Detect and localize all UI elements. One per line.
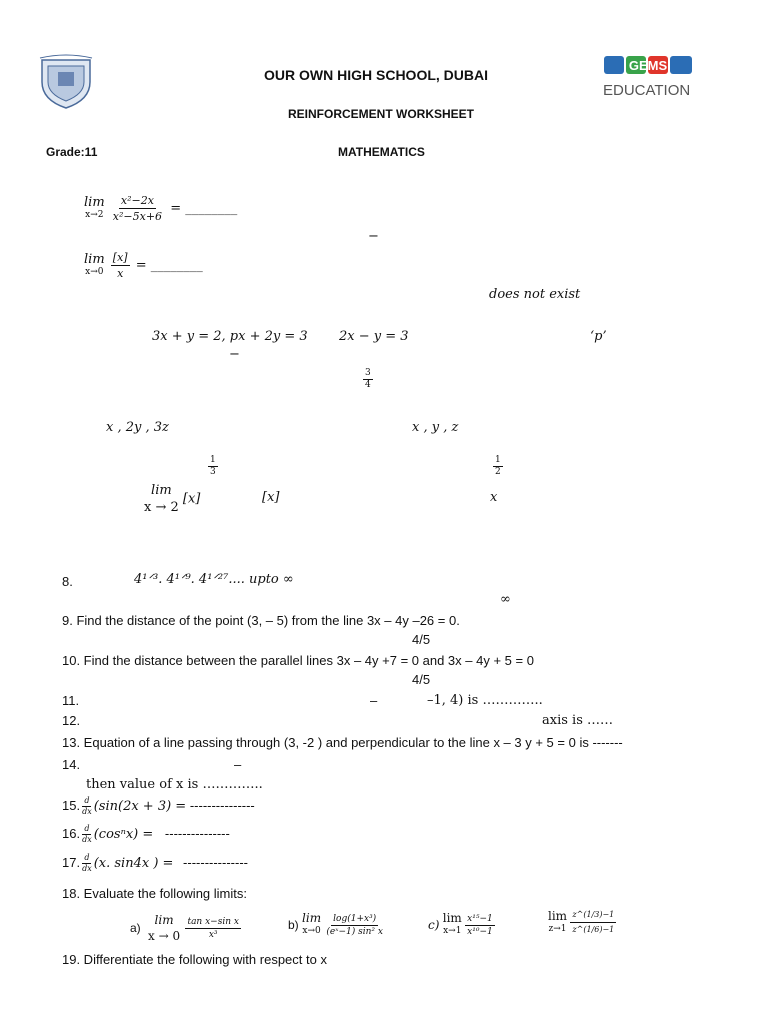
q11-dash: – bbox=[370, 693, 378, 708]
q16-blank: --------------- bbox=[164, 825, 230, 841]
does-not-exist-option: does not exist bbox=[489, 287, 581, 302]
question-10: 10. Find the distance between the parallel lines 3x – 4y +7 = 0 and 3x – 4y + 5 = 0 bbox=[62, 653, 534, 668]
q16-number: 16. bbox=[62, 825, 81, 841]
lim-text: lim bbox=[84, 251, 105, 267]
q1-numerator: x²−2x bbox=[120, 194, 154, 207]
lim-sub: z→1 bbox=[548, 923, 567, 934]
q8-infinity: ∞ bbox=[500, 592, 511, 607]
q18-part-c bbox=[428, 912, 495, 938]
q3-equation-2: 2x − y = 3 bbox=[339, 329, 409, 344]
lim-text: lim bbox=[548, 908, 568, 923]
q5-x: x bbox=[490, 490, 498, 505]
dash-mark: − bbox=[368, 229, 379, 244]
q2-denominator: x bbox=[117, 267, 124, 280]
q15-blank: --------------- bbox=[189, 797, 255, 813]
d-text: d bbox=[84, 824, 90, 833]
frac-den: x¹⁰−1 bbox=[467, 926, 493, 937]
question-2 bbox=[84, 250, 203, 281]
q4-left-terms: x , 2y , 3z bbox=[106, 420, 169, 435]
lim-text: lim bbox=[302, 911, 322, 925]
q17-number: 17. bbox=[62, 854, 81, 870]
frac-num: 1 bbox=[210, 455, 216, 465]
lim-text: lim bbox=[442, 911, 462, 925]
frac-den: 4 bbox=[365, 380, 371, 390]
lim-sub: x→2 bbox=[85, 209, 104, 220]
school-name: OUR OWN HIGH SCHOOL, DUBAI bbox=[264, 67, 488, 83]
q5-limit bbox=[144, 482, 200, 516]
d-text: d bbox=[84, 796, 90, 805]
question-18: 18. Evaluate the following limits: bbox=[62, 886, 247, 901]
frac-den: z^(1/6)−1 bbox=[572, 925, 615, 934]
q14-number: 14. bbox=[62, 757, 81, 772]
q1-blank: = ________ bbox=[170, 201, 238, 216]
q17-blank: --------------- bbox=[183, 854, 248, 870]
d-text: d bbox=[84, 853, 90, 862]
frac-den: x³ bbox=[208, 929, 218, 940]
q4-right-terms: x , y , z bbox=[412, 420, 459, 435]
gems-brand-text: GEMS bbox=[628, 58, 668, 73]
lim-text: lim bbox=[84, 194, 105, 210]
frac-num: z^(1/3)−1 bbox=[570, 908, 616, 923]
frac-den: (eˣ−1) sin² x bbox=[326, 926, 383, 937]
frac-den: 3 bbox=[210, 467, 216, 477]
gems-education-logo bbox=[603, 54, 695, 99]
q11-number: 11. bbox=[62, 693, 80, 708]
lim-text: lim bbox=[154, 913, 174, 927]
q2-numerator: [x] bbox=[112, 251, 128, 264]
q18-part-a bbox=[130, 912, 243, 944]
q3-equation-1: 3x + y = 2, px + 2y = 3 bbox=[152, 329, 308, 344]
question-1 bbox=[84, 193, 237, 224]
fraction-one-third bbox=[206, 455, 220, 478]
q14-dash: – bbox=[234, 757, 242, 772]
q8-number: 8. bbox=[62, 574, 73, 589]
question-9: 9. Find the distance of the point (3, – 5) from the line 3x – 4y –26 = 0. bbox=[62, 613, 460, 628]
q14-tail: then value of x is ………….. bbox=[86, 777, 263, 792]
part-label: a) bbox=[130, 921, 141, 935]
lim-sub: x→0 bbox=[302, 926, 321, 936]
q11-tail: –1, 4) is ………….. bbox=[427, 693, 543, 708]
frac-den: 2 bbox=[495, 467, 501, 477]
question-15 bbox=[62, 796, 255, 817]
q15-number: 15. bbox=[62, 797, 81, 813]
q18-part-b bbox=[288, 912, 385, 938]
q2-blank: = ________ bbox=[135, 258, 203, 273]
frac-num: x¹⁵−1 bbox=[467, 913, 493, 924]
subject-label: MATHEMATICS bbox=[338, 145, 425, 159]
part-label: b) bbox=[288, 918, 299, 932]
fraction-one-half bbox=[491, 455, 505, 478]
q5-floor-x: [x] bbox=[182, 491, 201, 507]
question-17 bbox=[62, 853, 248, 874]
dx-text: dx bbox=[82, 835, 92, 844]
question-19: 19. Differentiate the following with respect to x bbox=[62, 952, 327, 967]
q9-answer: 4/5 bbox=[412, 632, 431, 647]
dx-text: dx bbox=[82, 807, 92, 816]
question-16 bbox=[62, 824, 230, 845]
q5-floor-x-2: [x] bbox=[262, 490, 280, 505]
q12-tail: axis is …… bbox=[542, 713, 614, 728]
q18-part-d bbox=[548, 908, 616, 937]
q3-dash: − bbox=[229, 347, 240, 362]
education-text: EDUCATION bbox=[603, 82, 691, 99]
frac-num: 1 bbox=[495, 455, 501, 465]
question-13: 13. Equation of a line passing through (3, -2 ) and perpendicular to the line x – 3 y + 5 = 0 is ------- bbox=[62, 735, 623, 750]
frac-num: log(1+x³) bbox=[333, 913, 377, 924]
lim-sub: x→1 bbox=[443, 926, 462, 936]
q1-denominator: x²−5x+6 bbox=[112, 210, 163, 223]
lim-sub: x → 2 bbox=[144, 500, 179, 515]
part-label: c) bbox=[428, 918, 440, 932]
q16-expression: (cosⁿx) = bbox=[93, 826, 154, 842]
fraction-three-quarters bbox=[361, 368, 375, 391]
frac-num: 3 bbox=[365, 368, 371, 378]
q3-p-label: ‘p’ bbox=[590, 329, 607, 344]
lim-sub: x→0 bbox=[85, 266, 104, 277]
lim-text: lim bbox=[151, 483, 172, 498]
dx-text: dx bbox=[82, 864, 92, 873]
q12-number: 12. bbox=[62, 713, 81, 728]
frac-num: tan x−sin x bbox=[187, 916, 239, 927]
grade-label: Grade:11 bbox=[46, 145, 98, 159]
q8-expression: 4¹ᐟ³. 4¹ᐟ⁹. 4¹ᐟ²⁷.... upto ∞ bbox=[134, 572, 294, 587]
q17-expression: (x. sin4x ) = bbox=[93, 855, 174, 871]
worksheet-title: REINFORCEMENT WORKSHEET bbox=[288, 107, 474, 121]
school-crest-logo bbox=[36, 54, 96, 110]
q10-answer: 4/5 bbox=[412, 672, 431, 687]
q15-expression: (sin(2x + 3) = bbox=[93, 798, 187, 814]
lim-sub: x → 0 bbox=[148, 929, 181, 943]
